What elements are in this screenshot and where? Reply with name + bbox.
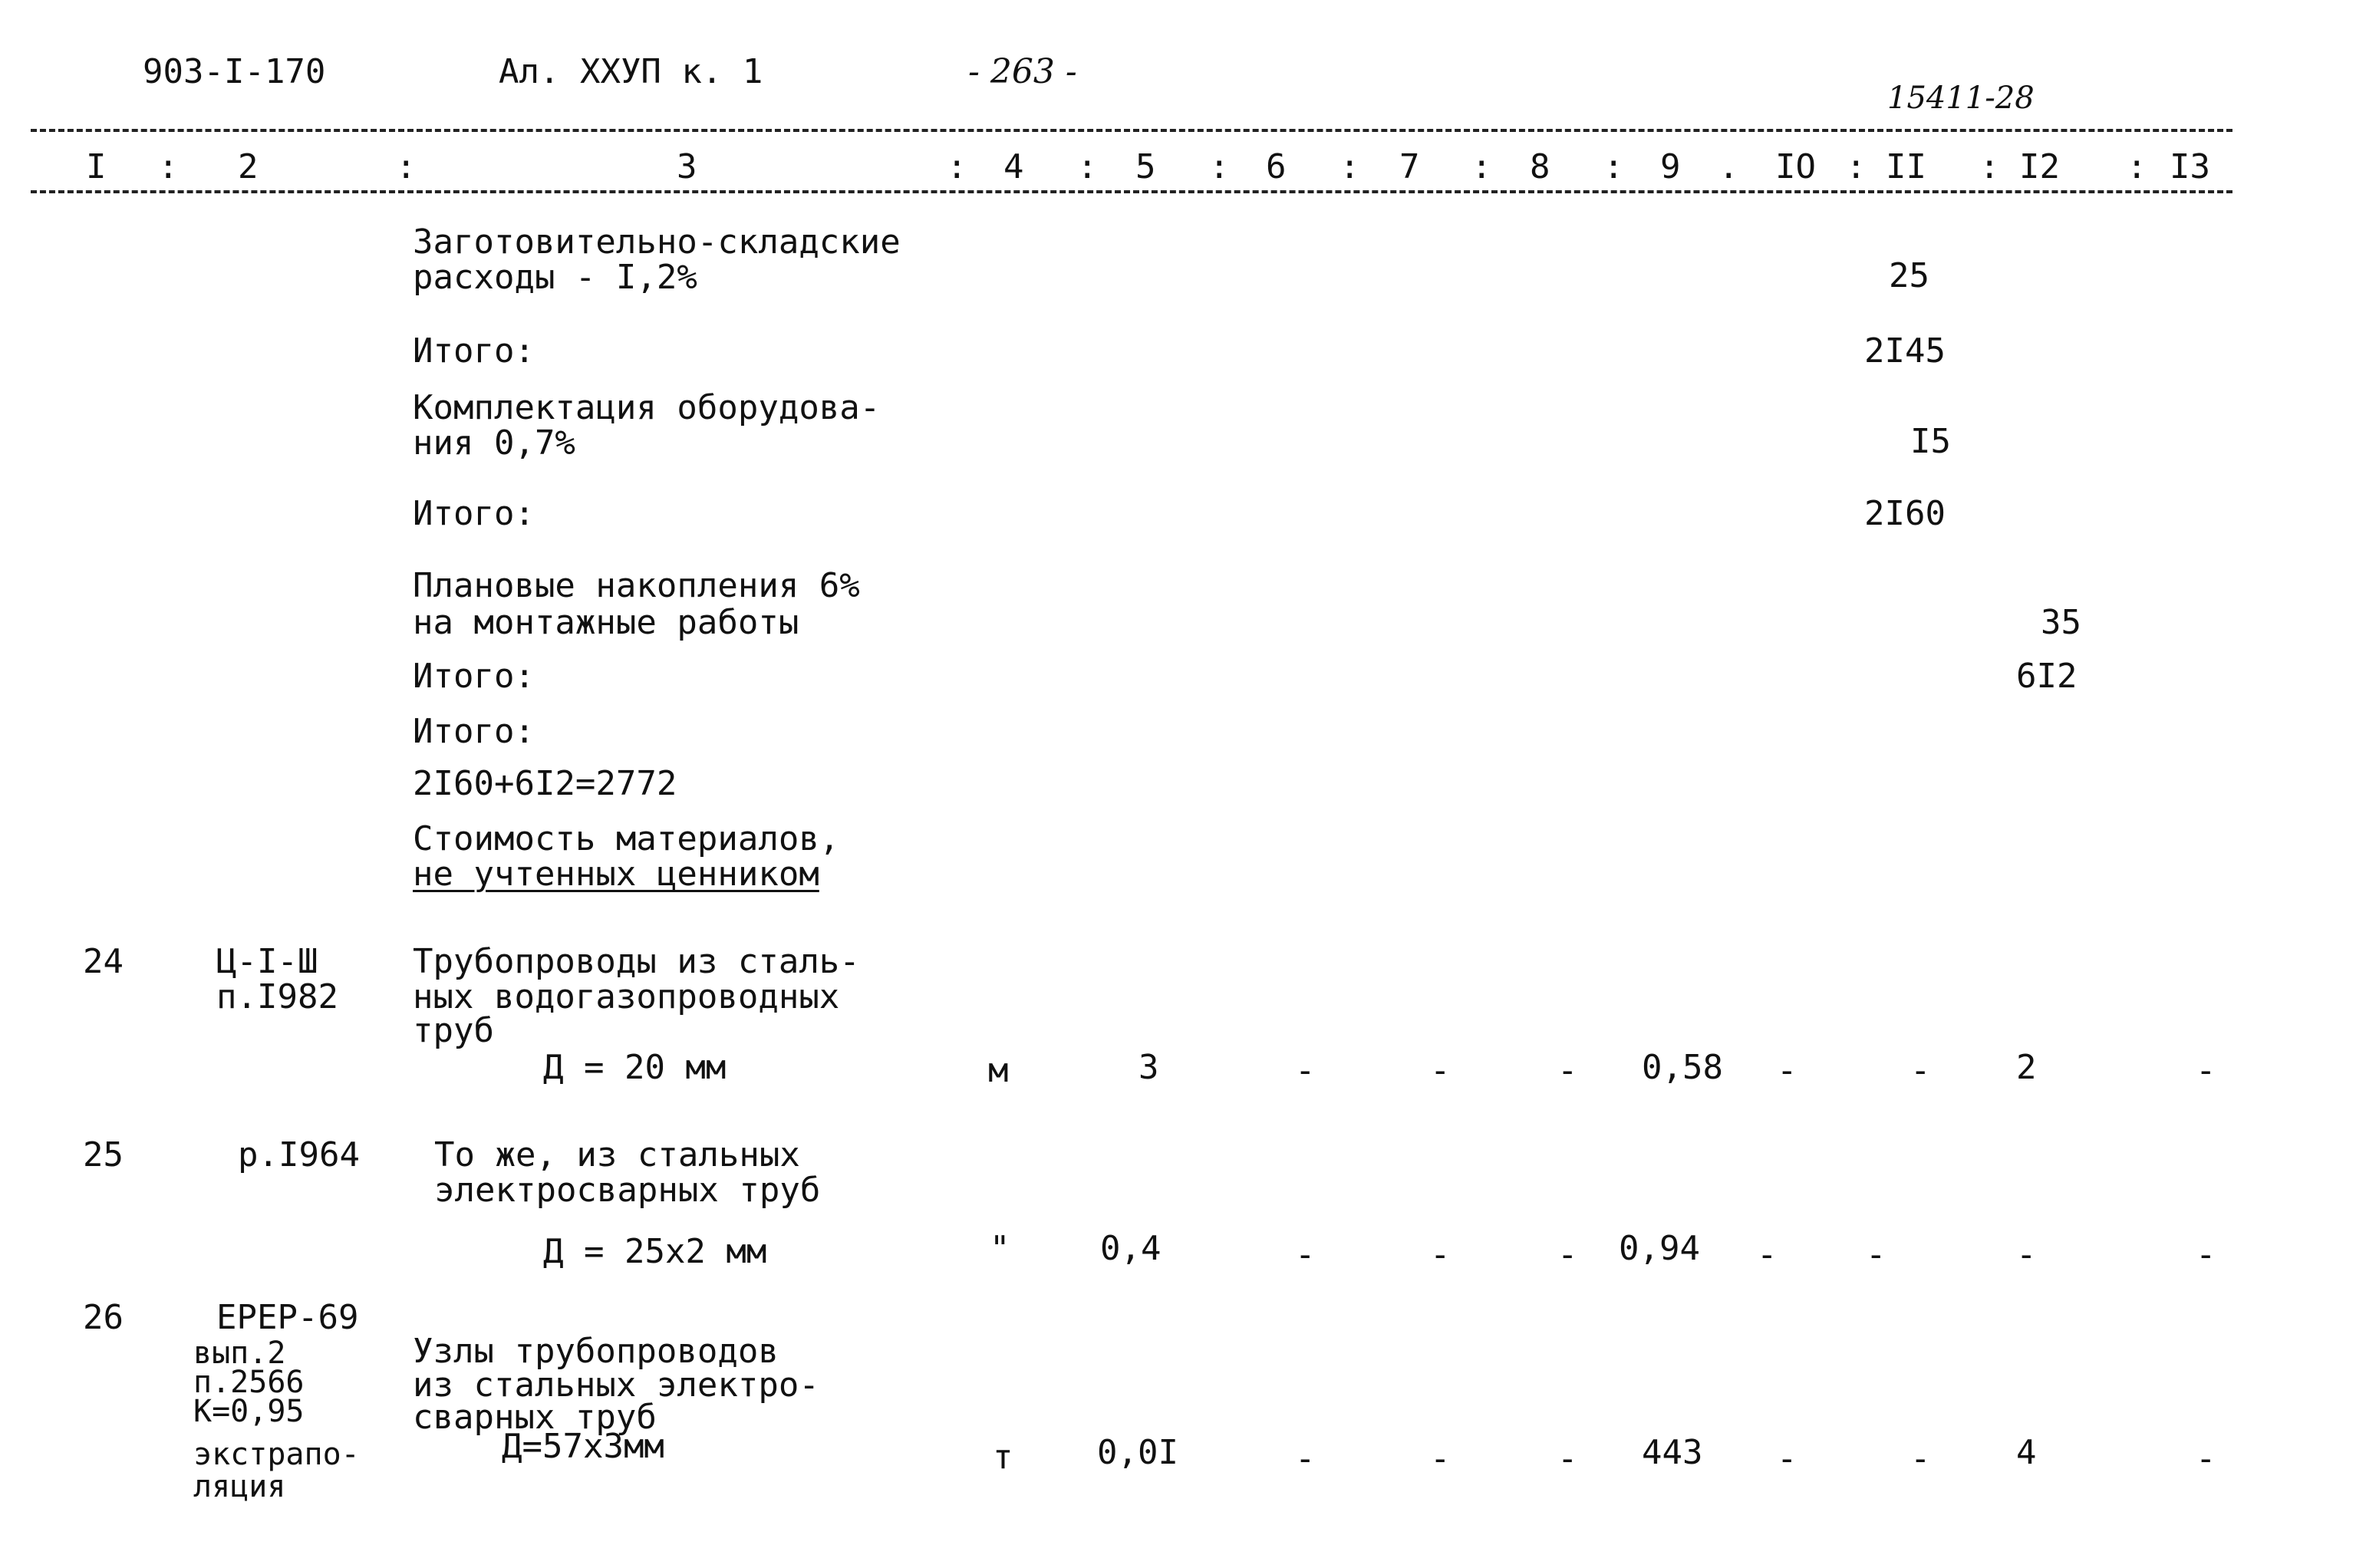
- column-separator: :: [396, 147, 417, 186]
- cell-col-7: -: [1430, 1051, 1451, 1090]
- item-reference: Ц-I-Ш: [216, 942, 318, 981]
- cell-col-12: 4: [2016, 1433, 2037, 1472]
- cell-col-5: 3: [1138, 1048, 1159, 1087]
- item-number: 24: [83, 942, 124, 981]
- row-description: 2I60+6I2=2772: [413, 764, 677, 803]
- cell-col-8: -: [1557, 1051, 1578, 1090]
- cell-col-12: 2: [2016, 1048, 2037, 1087]
- cell-col-11: I5: [1910, 422, 1951, 461]
- column-header: 4: [1003, 147, 1024, 186]
- cell-col-6: -: [1295, 1235, 1316, 1274]
- header-rule-top: [31, 129, 2232, 132]
- cell-col-5: 0,4: [1100, 1229, 1162, 1268]
- column-separator: :: [1339, 147, 1360, 186]
- column-header: 9: [1660, 147, 1681, 186]
- album-reference: Ал. XXУП к. 1: [499, 52, 763, 91]
- row-description: Итого:: [413, 331, 535, 371]
- column-separator: :: [947, 147, 967, 186]
- row-description: ных водогазопроводных: [413, 977, 840, 1016]
- cell-col-8: -: [1557, 1439, 1578, 1478]
- cell-col-9: 0,58: [1642, 1048, 1723, 1087]
- column-header: 7: [1399, 147, 1420, 186]
- column-header: I: [86, 147, 107, 186]
- item-reference: р.I964: [238, 1135, 360, 1174]
- cell-col-11: 25: [1889, 256, 1929, 295]
- column-separator: :: [1209, 147, 1230, 186]
- row-description: электросварных труб: [434, 1171, 821, 1210]
- page-number: - 263 -: [968, 52, 1077, 91]
- item-reference: ляция: [193, 1469, 286, 1504]
- row-description: из стальных электро-: [413, 1365, 819, 1405]
- column-separator: :: [1979, 147, 2000, 186]
- row-description: Комплектация оборудова-: [413, 388, 881, 427]
- column-header: II: [1886, 147, 1926, 186]
- cell-col-6: -: [1295, 1439, 1316, 1478]
- column-separator: .: [1718, 147, 1739, 186]
- cell-col-9: 0,94: [1619, 1229, 1700, 1268]
- cell-col-10: -: [1757, 1235, 1778, 1274]
- column-header: I3: [2170, 147, 2210, 186]
- column-header: 5: [1135, 147, 1156, 186]
- row-description: Заготовительно-складские: [413, 222, 901, 262]
- inventory-number: 15411-28: [1887, 81, 2035, 116]
- cell-col-11: -: [1910, 1051, 1931, 1090]
- cell-col-12: 35: [2041, 603, 2081, 642]
- column-header: 8: [1530, 147, 1550, 186]
- item-reference: К=0,95: [193, 1394, 305, 1429]
- column-separator: :: [1077, 147, 1098, 186]
- row-description: Итого:: [413, 712, 535, 751]
- row-description: Трубопроводы из сталь-: [413, 942, 860, 981]
- cell-unit: т: [993, 1438, 1013, 1477]
- row-description: труб: [413, 1011, 494, 1050]
- row-dimension: Д=57x3мм: [502, 1427, 664, 1466]
- column-separator: :: [158, 147, 179, 186]
- item-number: 26: [83, 1298, 124, 1337]
- row-description: То же, из стальных: [434, 1135, 800, 1174]
- item-reference: вып.2: [193, 1336, 286, 1371]
- cell-col-13: -: [2196, 1051, 2216, 1090]
- cell-col-12: 6I2: [2016, 657, 2078, 696]
- row-description: Узлы трубопроводов: [413, 1332, 779, 1371]
- row-description: Плановые накопления 6%: [413, 566, 860, 605]
- cell-col-11: 2I45: [1864, 331, 1946, 371]
- column-header: IO: [1775, 147, 1816, 186]
- item-number: 25: [83, 1135, 124, 1174]
- item-reference: п.2566: [193, 1365, 305, 1400]
- row-dimension: Д = 20 мм: [543, 1048, 727, 1087]
- column-separator: :: [1603, 147, 1624, 186]
- column-header: 3: [677, 147, 697, 186]
- cell-col-7: -: [1430, 1439, 1451, 1478]
- cell-col-7: -: [1430, 1235, 1451, 1274]
- header-rule-bottom: [31, 190, 2232, 193]
- row-description: расходы - I,2%: [413, 258, 697, 297]
- cell-col-11: -: [1866, 1235, 1886, 1274]
- column-header: 6: [1266, 147, 1287, 186]
- cell-col-8: -: [1557, 1235, 1578, 1274]
- column-separator: :: [2127, 147, 2147, 186]
- column-separator: :: [1471, 147, 1492, 186]
- cell-unit: м: [988, 1051, 1009, 1090]
- cell-col-10: -: [1777, 1051, 1797, 1090]
- row-description: Итого:: [413, 494, 535, 533]
- cell-col-6: -: [1295, 1051, 1316, 1090]
- row-description: Стоимость материалов,: [413, 819, 840, 858]
- column-header: 2: [238, 147, 259, 186]
- column-header: I2: [2019, 147, 2060, 186]
- cell-col-5: 0,0I: [1097, 1433, 1178, 1472]
- item-reference: п.I982: [216, 977, 338, 1016]
- row-description: на монтажные работы: [413, 603, 799, 642]
- cell-unit: ": [990, 1229, 1010, 1268]
- row-description: сварных труб: [413, 1398, 657, 1437]
- column-separator: :: [1846, 147, 1867, 186]
- row-dimension: Д = 25x2 мм: [543, 1232, 767, 1271]
- row-description: Итого:: [413, 657, 535, 696]
- row-description: не учтенных ценником: [413, 855, 819, 894]
- cell-col-13: -: [2196, 1439, 2216, 1478]
- row-description: ния 0,7%: [413, 423, 575, 463]
- cell-col-11: -: [1910, 1439, 1931, 1478]
- cell-col-10: -: [1777, 1439, 1797, 1478]
- cell-col-12: -: [2016, 1235, 2037, 1274]
- cell-col-11: 2I60: [1864, 494, 1946, 533]
- item-reference: ЕРЕР-69: [216, 1298, 359, 1337]
- document-code: 903-I-170: [143, 52, 326, 91]
- item-reference: экстрапо-: [193, 1437, 360, 1472]
- cell-col-9: 443: [1642, 1433, 1703, 1472]
- cell-col-13: -: [2196, 1235, 2216, 1274]
